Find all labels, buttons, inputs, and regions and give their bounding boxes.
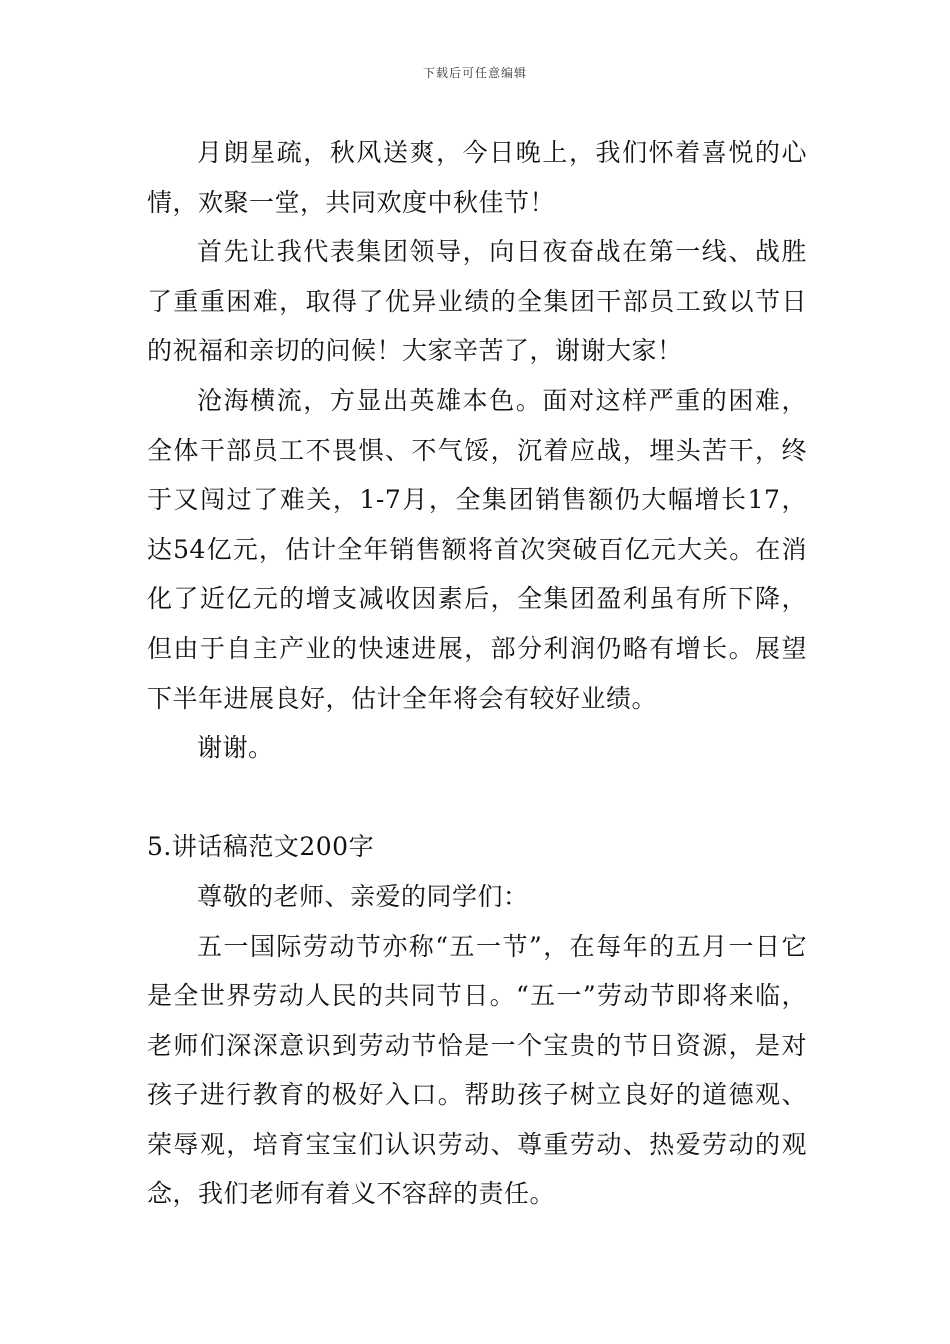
paragraph-labor-day: 五一国际劳动节亦称“五一节”，在每年的五月一日它是全世界劳动人民的共同节日。“五一”劳动节即将来临，老师们深深意识到劳动节恰是一个宝贵的节日资源，是对孩子进行教育的极好入口。帮助孩子树立良好的道德观、荣辱观，培育宝宝们认识劳动、尊重劳动、热爱劳动的观念，我们老师有着义不容辞的责任。 <box>147 931 807 1209</box>
section-heading: 5.讲话稿范文200字 <box>147 832 375 862</box>
paragraph-leadership-thanks: 首先让我代表集团领导，向日夜奋战在第一线、战胜了重重困难，取得了优异业绩的全集团干部员工致以节日的祝福和亲切的问候！大家辛苦了，谢谢大家！ <box>147 237 807 366</box>
paragraph-mid-autumn-greeting: 月朗星疏，秋风送爽，今日晚上，我们怀着喜悦的心情，欢聚一堂，共同欢度中秋佳节！ <box>147 138 807 217</box>
paragraph-closing-thanks: 谢谢。 <box>197 733 274 763</box>
document-body <box>147 128 807 1219</box>
paragraph-performance-summary: 沧海横流，方显出英雄本色。面对这样严重的困难，全体干部员工不畏惧、不气馁，沉着应战，埋头苦干，终于又闯过了难关，1-7月，全集团销售额仍大幅增长17，达54亿元，估计全年销售额将首次突破百亿元大关。在消化了近亿元的增支减收因素后，全集团盈利虽有所下降，但由于自主产业的快速进展，部分利润仍略有增长。展望下半年进展良好，估计全年将会有较好业绩。 <box>147 385 807 713</box>
page-header: 下载后可任意编辑 <box>422 66 527 80</box>
paragraph-salutation: 尊敬的老师、亲爱的同学们： <box>197 881 529 911</box>
